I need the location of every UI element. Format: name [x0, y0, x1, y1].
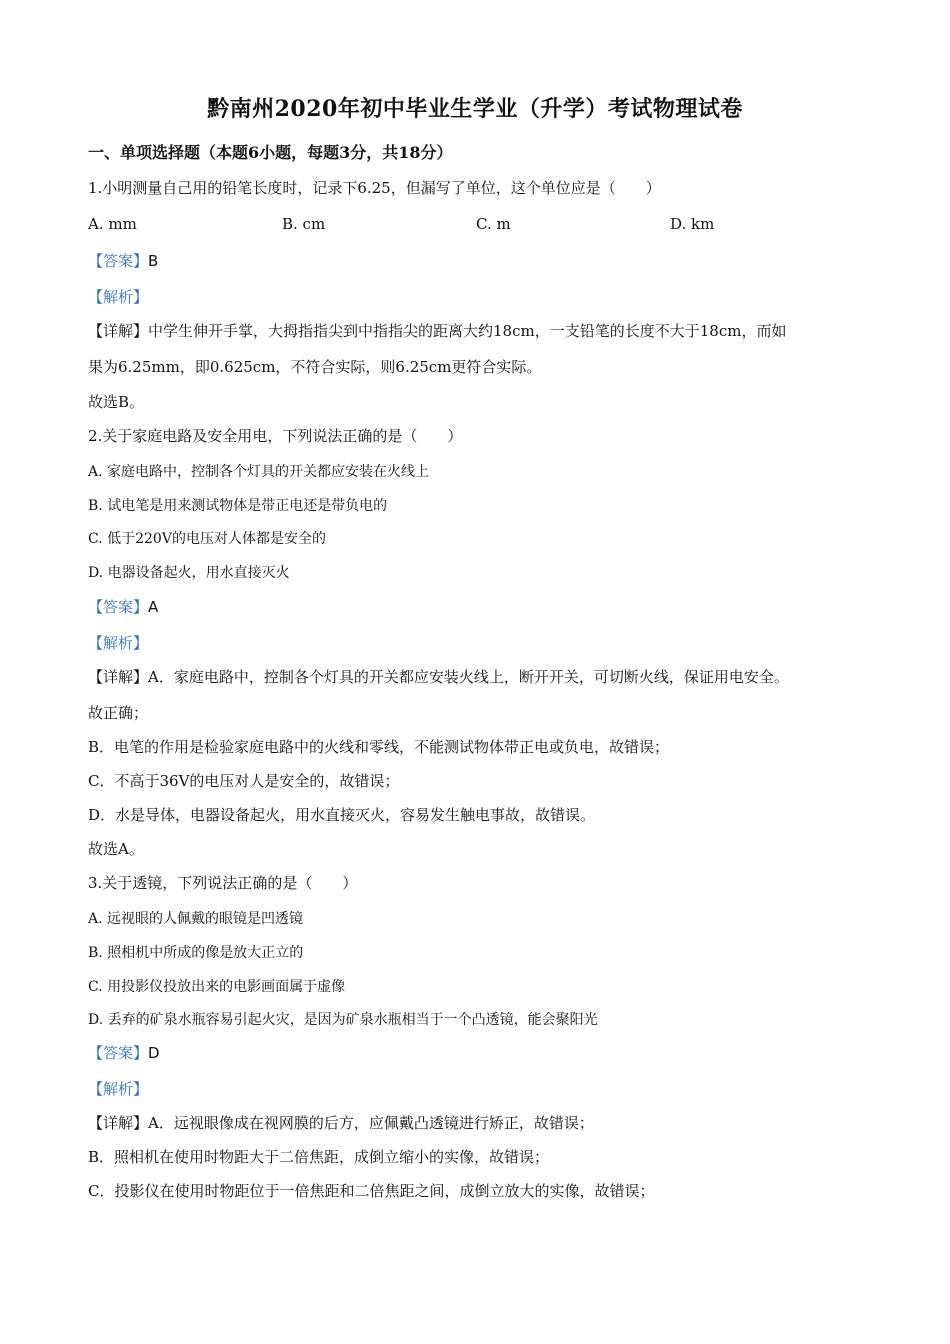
question-2-stem: 2.关于家庭电路及安全用电，下列说法正确的是（ ）: [88, 427, 463, 445]
detail-label: 【详解】: [88, 1114, 149, 1132]
question-1-option-c: C. m: [476, 215, 511, 233]
question-3-detail-line-1: [88, 1113, 594, 1133]
section-heading: 一、单项选择题（本题6小题，每题3分，共18分）: [88, 143, 453, 162]
question-3-analysis-label: 【解析】: [88, 1080, 149, 1098]
question-3-option-a: A. 远视眼的人佩戴的眼镜是凹透镜: [88, 911, 304, 927]
question-1-stem: 1.小明测量自己用的铅笔长度时，记录下6.25，但漏写了单位，这个单位应是（ ）: [88, 179, 661, 197]
question-1-option-a: A. mm: [88, 215, 137, 233]
question-2-detail-line-2: 故正确；: [88, 704, 149, 722]
question-2-detail-line-1: [88, 667, 789, 687]
answer-label: 【答案】: [88, 1044, 149, 1062]
detail-text: A．家庭电路中，控制各个灯具的开关都应安装火线上，断开开关，可切断火线，保证用电安全。: [148, 668, 789, 686]
question-1-option-b: B. cm: [282, 215, 326, 233]
question-3-option-c: C. 用投影仪投放出来的电影画面属于虚像: [88, 979, 346, 995]
question-3-answer: [88, 1043, 160, 1063]
answer-label: 【答案】: [88, 252, 149, 270]
answer-label: 【答案】: [88, 598, 149, 616]
question-3-detail-line-3: C．投影仪在使用时物距位于一倍焦距和二倍焦距之间，成倒立放大的实像，故错误；: [88, 1182, 655, 1200]
question-1-option-d: D. km: [670, 215, 715, 233]
question-2-detail-line-5: D．水是导体，电器设备起火，用水直接灭火，容易发生触电事故，故错误。: [88, 806, 596, 824]
answer-value: D: [148, 1044, 160, 1062]
page-title: 黔南州2020年初中毕业生学业（升学）考试物理试卷: [207, 96, 743, 122]
question-1-detail-line-3: 故选B。: [88, 393, 145, 411]
question-1-detail-line-1: [88, 321, 786, 341]
detail-label: 【详解】: [88, 668, 149, 686]
detail-text: A．远视眼像成在视网膜的后方，应佩戴凸透镜进行矫正，故错误；: [148, 1114, 594, 1132]
question-3-stem: 3.关于透镜，下列说法正确的是（ ）: [88, 874, 358, 892]
detail-text: 中学生伸开手掌，大拇指指尖到中指指尖的距离大约18cm，一支铅笔的长度不大于18cm，而如: [148, 322, 787, 340]
question-2-detail-line-4: C．不高于36V的电压对人是安全的，故错误；: [88, 772, 400, 790]
question-2-option-a: A. 家庭电路中，控制各个灯具的开关都应安装在火线上: [88, 464, 430, 480]
question-3-detail-line-2: B．照相机在使用时物距大于二倍焦距，成倒立缩小的实像，故错误；: [88, 1148, 550, 1166]
question-2-answer: [88, 597, 158, 617]
question-3-option-d: D. 丢弃的矿泉水瓶容易引起火灾，是因为矿泉水瓶相当于一个凸透镜，能会聚阳光: [88, 1012, 598, 1028]
answer-value: A: [148, 598, 159, 616]
question-2-option-b: B. 试电笔是用来测试物体是带正电还是带负电的: [88, 498, 388, 514]
question-2-analysis-label: 【解析】: [88, 634, 149, 652]
question-1-detail-line-2: 果为6.25mm，即0.625cm，不符合实际，则6.25cm更符合实际。: [88, 358, 542, 376]
question-2-option-c: C. 低于220V的电压对人体都是安全的: [88, 531, 326, 547]
question-2-detail-line-6: 故选A。: [88, 840, 144, 858]
question-3-option-b: B. 照相机中所成的像是放大正立的: [88, 945, 304, 961]
question-1-analysis-label: 【解析】: [88, 288, 149, 306]
question-1-answer: [88, 251, 158, 271]
question-2-option-d: D. 电器设备起火，用水直接灭火: [88, 565, 290, 581]
detail-label: 【详解】: [88, 322, 149, 340]
answer-value: B: [148, 252, 159, 270]
question-2-detail-line-3: B．电笔的作用是检验家庭电路中的火线和零线，不能测试物体带正电或负电，故错误；: [88, 738, 670, 756]
